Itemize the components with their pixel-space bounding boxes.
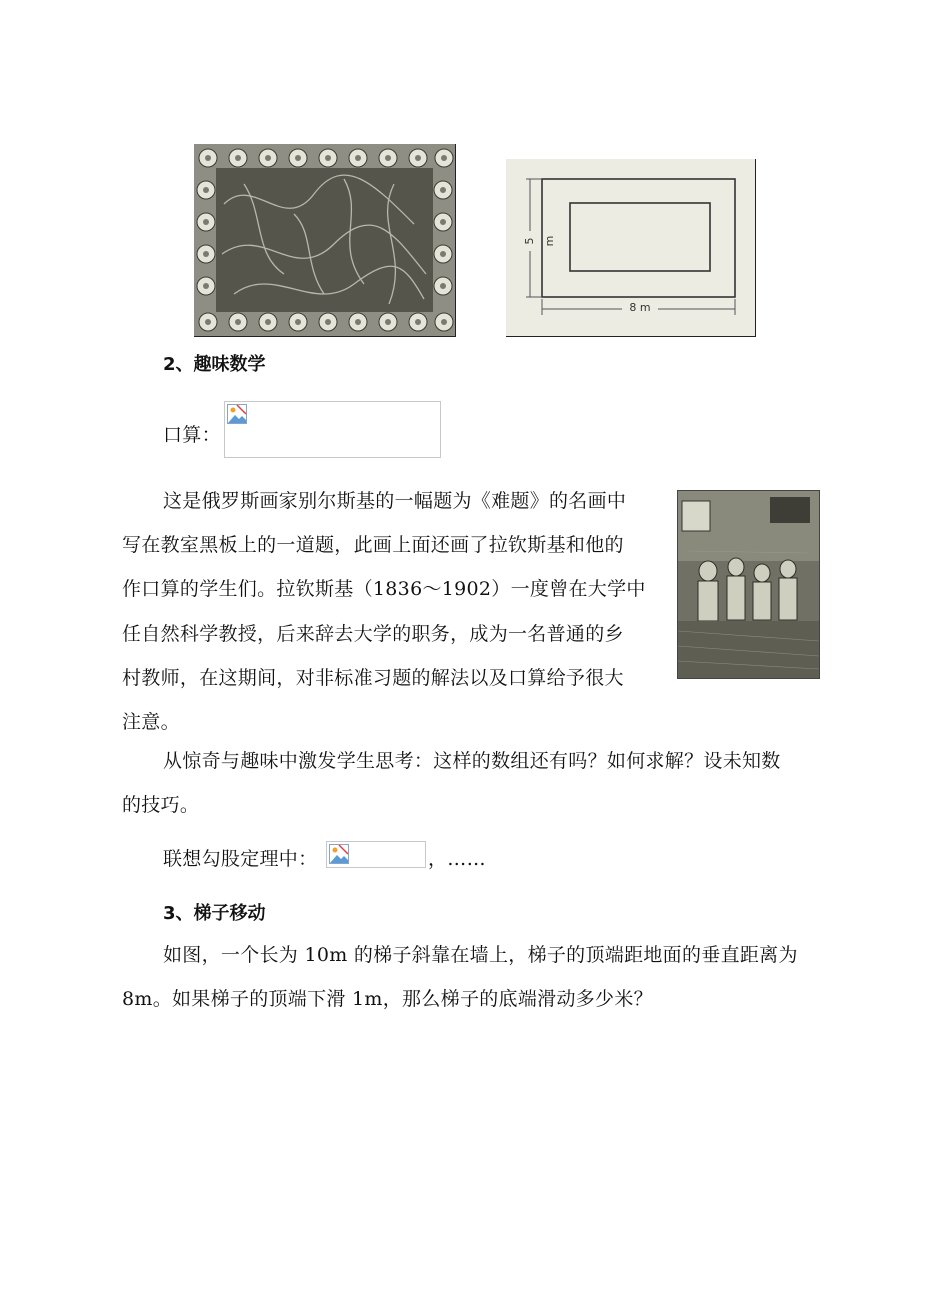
- pythagoras-formula-image: [326, 841, 426, 868]
- paragraph-line-6: 注意。: [122, 711, 180, 733]
- inspire-line-2: 的技巧。: [122, 794, 200, 816]
- section3-heading: 3、梯子移动: [163, 903, 266, 924]
- rectangle-plan-diagram: [506, 159, 756, 337]
- oral-calc-label: 口算：: [163, 424, 221, 446]
- broken-image-icon: [329, 844, 349, 864]
- paragraph-line-4: 任自然科学教授，后来辞去大学的职务，成为一名普通的乡: [122, 623, 624, 645]
- paragraph-line-5: 村教师，在这期间，对非标准习题的解法以及口算给予很大: [122, 667, 624, 689]
- pythagoras-label: 联想勾股定理中：: [163, 848, 318, 870]
- lace-tablecloth-picture: [194, 144, 456, 337]
- problem-line-2: 8m。如果梯子的顶端下滑 1m，那么梯子的底端滑动多少米？: [122, 988, 653, 1010]
- paragraph-line-1: 这是俄罗斯画家别尔斯基的一幅题为《难题》的名画中: [163, 490, 627, 512]
- pythagoras-tail: ，……: [428, 848, 486, 870]
- plan-label-vertical: 5 m: [520, 231, 540, 251]
- section2-heading: 2、趣味数学: [163, 354, 266, 375]
- broken-image-icon: [227, 404, 247, 424]
- oral-calc-formula-image: [224, 401, 441, 458]
- paragraph-line-3: 作口算的学生们。拉钦斯基（1836～1902）一度曾在大学中: [122, 578, 646, 600]
- problem-line-1: 如图，一个长为 10m 的梯子斜靠在墙上，梯子的顶端距地面的垂直距离为: [163, 944, 798, 966]
- classroom-painting: [677, 490, 820, 679]
- painting-graphic: [678, 491, 819, 678]
- paragraph-line-2: 写在教室黑板上的一道题，此画上面还画了拉钦斯基和他的: [122, 534, 624, 556]
- inspire-line-1: 从惊奇与趣味中激发学生思考：这样的数组还有吗？如何求解？设未知数: [163, 750, 781, 772]
- plan-label-horizontal: 8 m: [622, 300, 658, 316]
- lace-pattern-graphic: [194, 144, 455, 336]
